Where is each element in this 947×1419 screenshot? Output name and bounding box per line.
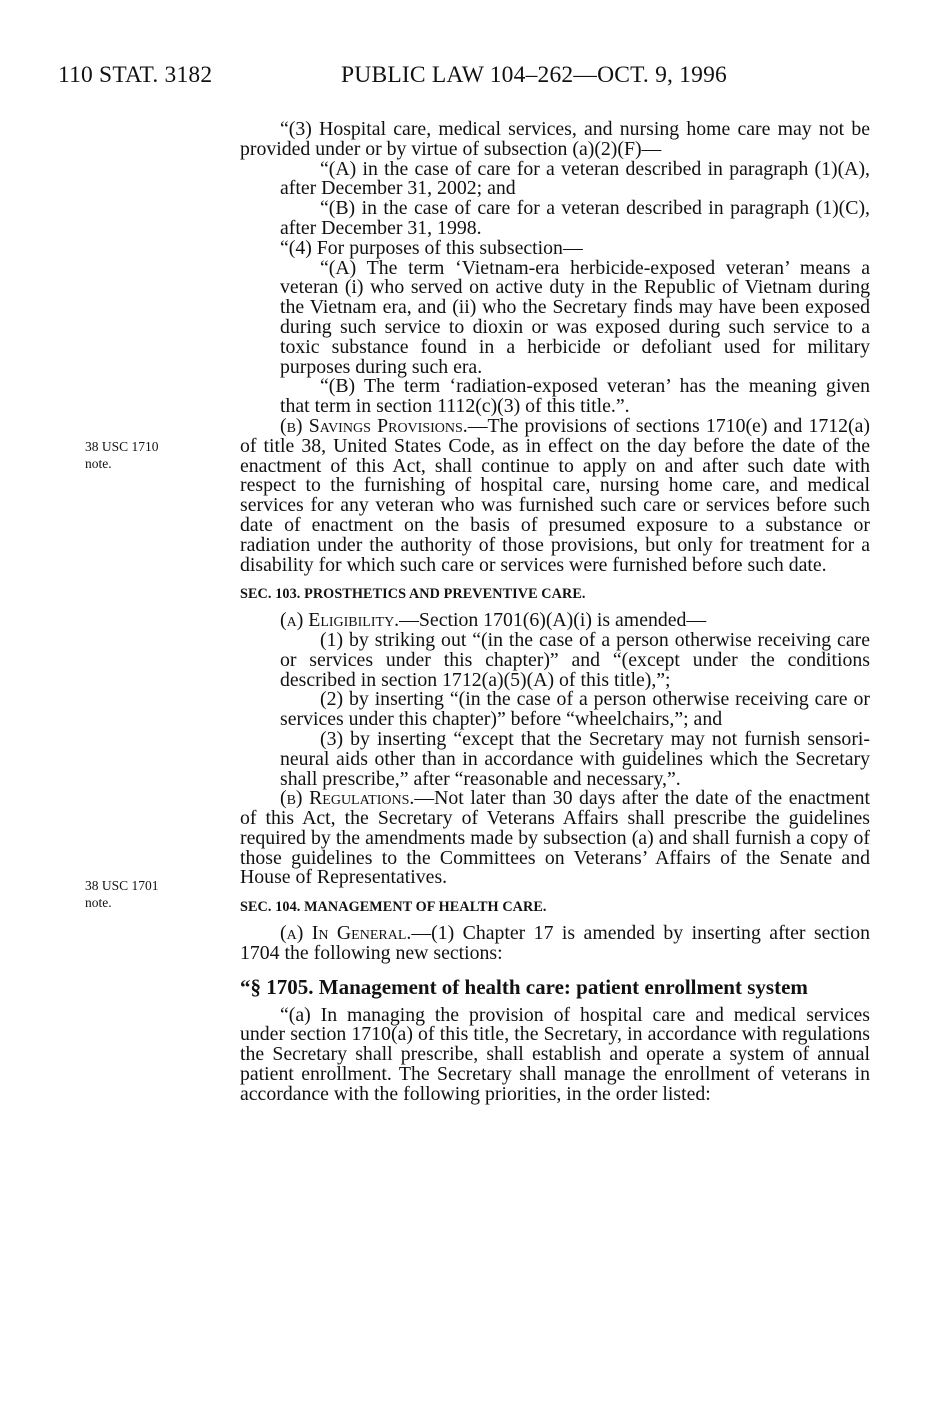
section-103-heading: SEC. 103. PROSTHETICS AND PREVENTIVE CARE. bbox=[240, 586, 586, 603]
law-reference: PUBLIC LAW 104–262—OCT. 9, 1996 bbox=[341, 62, 727, 88]
section-1705-a: “(a) In managing the provision of hospital care and medical services under section 1710(a) of this title, the Secretary, in accordance with regulations the Secretary shall prescribe, shall establish and operate a system of annual patient enrollment. The Secretary shall manage the enrollment of veterans in accordance with the following priorities, in the order listed: bbox=[240, 1003, 870, 1105]
regulations bbox=[240, 789, 870, 888]
margin-note-citation: 38 USC 1710 bbox=[85, 439, 159, 454]
regulations-heading: (b) Regulations. bbox=[280, 787, 415, 810]
savings-provisions-heading: (b) Savings Provisions. bbox=[280, 414, 468, 437]
in-general-text: —(1) Chapter 17 is amended by inserting after section 1704 the following new sections: bbox=[240, 922, 870, 964]
paragraph-4-b: “(B) The term ‘radiation-exposed veteran’ has the meaning given that term in section 1112(c)(3) of this title.”. bbox=[280, 375, 870, 418]
margin-note-1710 bbox=[85, 438, 159, 472]
paragraph-4-a: “(A) The term ‘Vietnam-era herbicide-exposed veteran’ means a veteran (i) who served on active duty in the Republic of Vietnam during the Vietnam era, and (ii) who the Secretary finds may have been exposed during such service to dioxin or was exposed during such service to a toxic substance found in a herbicide or defoliant used for military purposes during such era. bbox=[280, 256, 870, 378]
paragraph-3-a: “(A) in the case of care for a veteran described in paragraph (1)(A), after December 31, 2002; and bbox=[280, 157, 870, 200]
section-104-heading: SEC. 104. MANAGEMENT OF HEALTH CARE. bbox=[240, 899, 547, 916]
margin-note-suffix: note. bbox=[85, 895, 112, 910]
eligibility-text: —Section 1701(6)(A)(i) is amended— bbox=[399, 609, 707, 632]
eligibility-item-3: (3) by inserting “except that the Secretary may not furnish sensori-neural aids other than in accordance with guidelines which the Secretary shall prescribe,” after “reasonable and necessary,”. bbox=[280, 727, 870, 790]
eligibility-item-1: (1) by striking out “(in the case of a person otherwise receiving care or services under this chapter)” and “(except under the conditions described in section 1712(a)(5)(A) of this title),”; bbox=[280, 628, 870, 691]
eligibility bbox=[240, 611, 870, 631]
in-general-heading: (a) In General. bbox=[280, 922, 412, 945]
eligibility-heading: (a) Eligibility. bbox=[280, 609, 400, 632]
section-1705-heading: “§ 1705. Management of health care: patient enrollment system bbox=[240, 974, 808, 999]
regulations-text: —Not later than 30 days after the date of the enactment of this Act, the Secretary of Veterans Affairs shall prescribe the guidelines required by the amendments made by subsection (a) and shall furnish a copy of those guidelines to the Committees on Veterans’ Affairs of the Senate and House of Representatives. bbox=[240, 787, 870, 889]
paragraph-3-b: “(B) in the case of care for a veteran described in paragraph (1)(C), after December 31, 1998. bbox=[280, 197, 870, 239]
stat-reference: 110 STAT. 3182 bbox=[58, 62, 213, 88]
savings-provisions bbox=[240, 414, 870, 576]
margin-note-suffix: note. bbox=[85, 456, 112, 471]
savings-provisions-text: —The provisions of sections 1710(e) and 1712(a) of title 38, United States Code, as in effect on the day before the date of the enactment of this Act, shall continue to apply on and after such date with respect to the furnishing of hospital care, nursing home care, and medical services for any veteran who was furnished such care or services before such date of enactment on the basis of presumed exposure to a substance or radiation under the authority of those provisions, but only for treatment for a disability for which such care or services were furnished before such date. bbox=[240, 414, 870, 576]
eligibility-item-2: (2) by inserting “(in the case of a person otherwise receiving care or services under this chapter)” before “wheelchairs,”; and bbox=[280, 688, 870, 731]
paragraph-4: “(4) For purposes of this subsection— bbox=[280, 236, 583, 259]
margin-note-citation: 38 USC 1701 bbox=[85, 878, 159, 893]
page-header bbox=[58, 62, 888, 94]
body-text bbox=[240, 120, 870, 1105]
in-general bbox=[240, 924, 870, 964]
paragraph-3: “(3) Hospital care, medical services, and nursing home care may not be provided under or by virtue of subsection (a)(2)(F)— bbox=[240, 118, 870, 160]
margin-note-1701 bbox=[85, 877, 159, 911]
